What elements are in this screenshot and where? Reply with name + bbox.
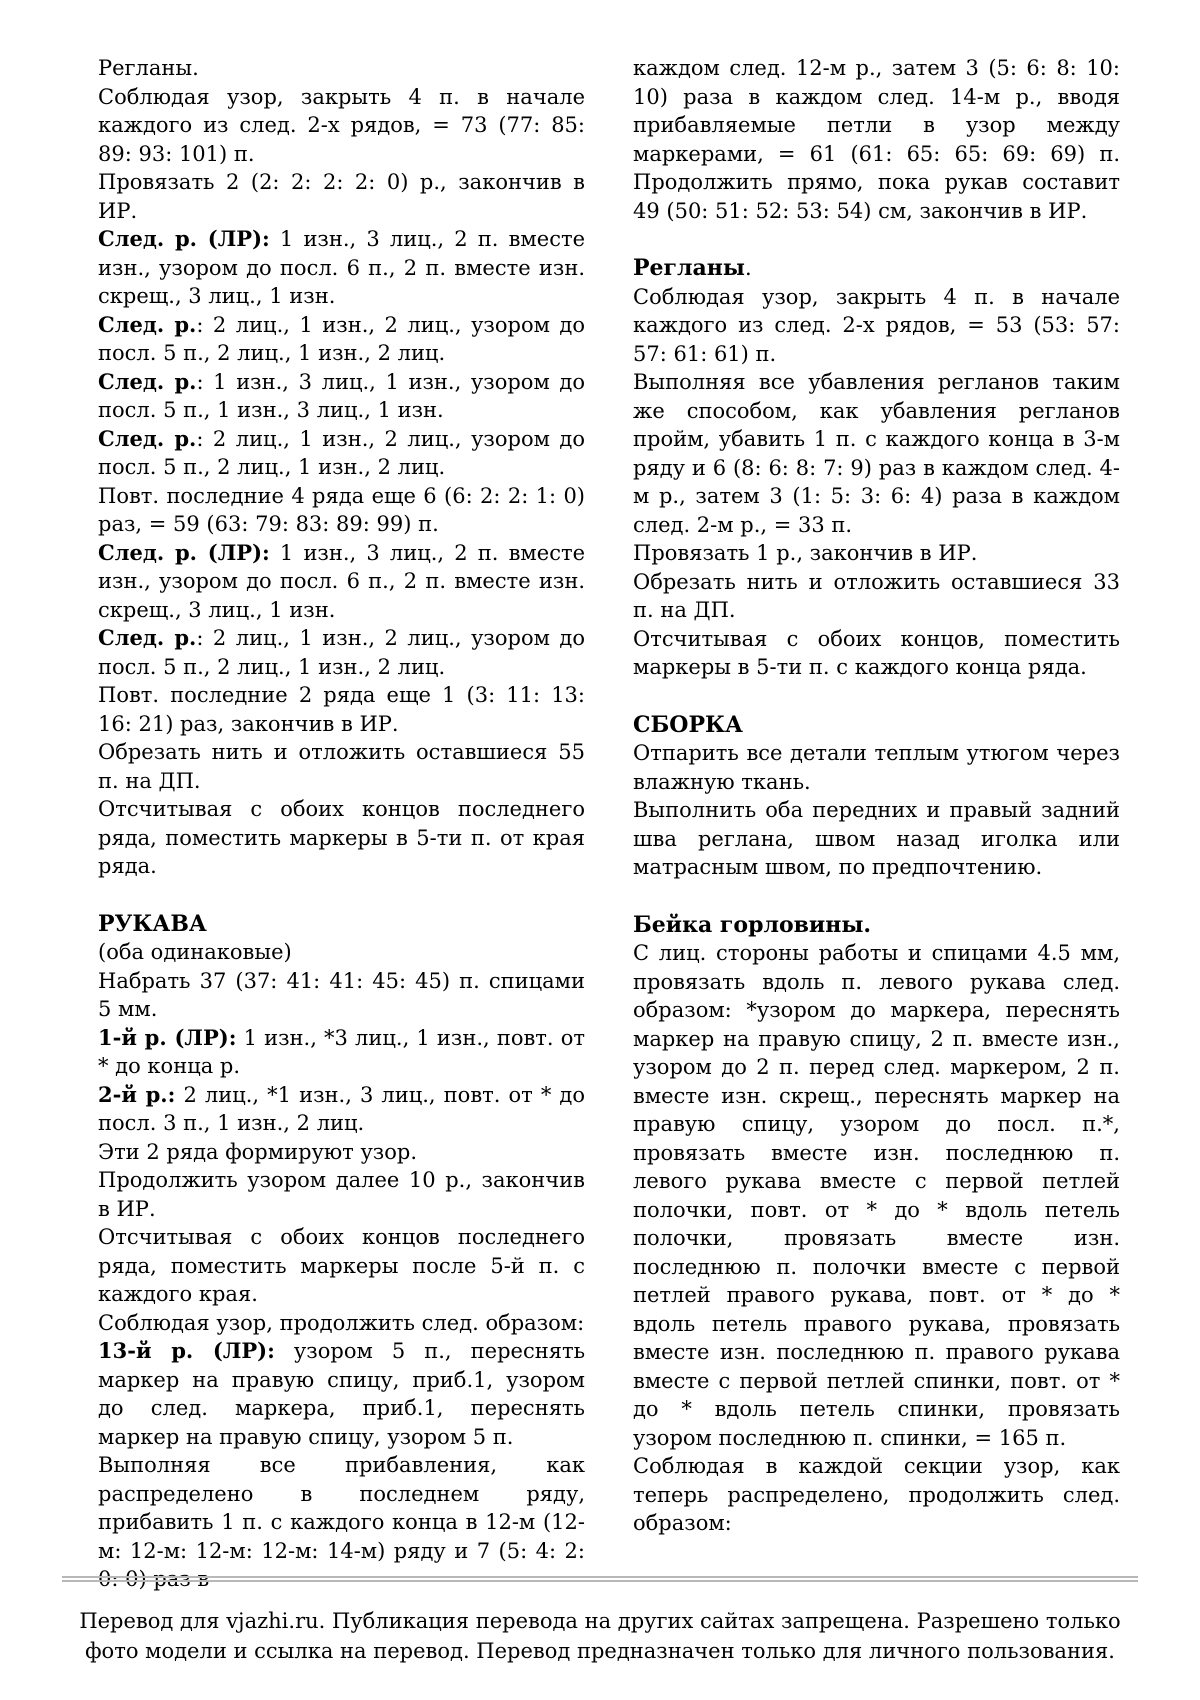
- section-heading: [98, 910, 585, 939]
- instruction-text: Регланы.: [98, 56, 199, 80]
- instruction-text: Провязать 2 (2: 2: 2: 2: 0) р., закончив в ИР.: [98, 170, 585, 223]
- instruction-paragraph: [98, 1166, 585, 1223]
- instruction-paragraph: [98, 225, 585, 311]
- instruction-text: : 2 лиц., 1 изн., 2 лиц., узором до посл. 5 п., 2 лиц., 1 изн., 2 лиц.: [98, 426, 585, 479]
- instruction-paragraph: [633, 568, 1120, 625]
- instruction-text: Повт. последние 4 ряда еще 6 (6: 2: 2: 1: 0) раз, = 59 (63: 79: 83: 89: 99) п.: [98, 483, 585, 536]
- instruction-paragraph: [98, 967, 585, 1024]
- instruction-text: Повт. последние 2 ряда еще 1 (3: 11: 13: 16: 21) раз, закончив в ИР.: [98, 683, 585, 736]
- instruction-text: Соблюдая узор, продолжить след. образом:: [98, 1310, 585, 1335]
- section-heading-text: СБОРКА: [633, 711, 743, 738]
- footer-line-1: Перевод для vjazhi.ru. Публикация перевода на других сайтах запрещена. Разрешено только: [79, 1609, 1121, 1633]
- footer-line-2: фото модели и ссылка на перевод. Перевод предназначен только для личного пользования.: [85, 1639, 1115, 1663]
- section-gap: [98, 881, 585, 910]
- right-column: [633, 54, 1120, 1538]
- left-column: [98, 54, 585, 1594]
- section-heading: [633, 254, 1120, 283]
- section-heading-text: Бейка горловины.: [633, 911, 872, 938]
- instruction-text: С лиц. стороны работы и спицами 4.5 мм, провязать вдоль п. левого рукава след. образом: *узором до маркера, переснять маркер на правую спицу, 2 п. вместе изн., узором до 2 п. перед след. маркером, 2 п. вместе изн. скрещ., переснять маркер на правую спицу, узором до посл. п.*, провязать вместе изн. последнюю п. левого рукава вместе с первой петлей полочки, повт. от * до * вдоль петель полочки, провязать вместе изн. последнюю п. полочки вместе с первой петлей правого рукава, повт. от * до * вдоль петель правого рукава, провязать вместе изн. последнюю п. правого рукава вместе с первой петлей спинки, повт. от * до * вдоль петель спинки, провязать узором последнюю п. спинки, = 165 п.: [633, 941, 1120, 1450]
- instruction-paragraph: [98, 681, 585, 738]
- instruction-text: 1 изн., *3 лиц., 1 изн., повт. от * до конца р.: [98, 1025, 585, 1078]
- instruction-text: Отсчитывая с обоих концов последнего ряда, поместить маркеры после 5-й п. с каждого края.: [98, 1225, 585, 1306]
- instruction-text: Выполняя все прибавления, как распределено в последнем ряду, прибавить 1 п. с каждого конца в 12-м (12-м: 12-м: 12-м: 12-м: 14-м) ряду и 7 (5: 4: 2: 0: 0) раз в: [98, 1453, 585, 1591]
- row-label: След. р. (ЛР):: [98, 539, 270, 565]
- section-heading: [633, 911, 1120, 940]
- instruction-paragraph: [633, 939, 1120, 1452]
- instruction-paragraph: [633, 796, 1120, 882]
- instruction-paragraph: [633, 739, 1120, 796]
- instruction-text: (оба одинаковые): [98, 940, 292, 964]
- instruction-paragraph: [98, 1337, 585, 1451]
- instruction-paragraph: [98, 1024, 585, 1081]
- instruction-paragraph: [98, 795, 585, 881]
- instruction-text: Соблюдая узор, закрыть 4 п. в начале каждого из след. 2-х рядов, = 73 (77: 85: 89: 93: 101) п.: [98, 84, 585, 166]
- instruction-paragraph: [98, 938, 585, 967]
- instruction-text: Набрать 37 (37: 41: 41: 45: 45) п. спицами 5 мм.: [98, 968, 585, 1021]
- instruction-text: Соблюдая узор, закрыть 4 п. в начале каждого из след. 2-х рядов, = 53 (53: 57: 57: 61: 61) п.: [633, 284, 1120, 366]
- row-label: 1-й р. (ЛР):: [98, 1024, 237, 1050]
- row-label: След. р.: [98, 368, 197, 394]
- instruction-text: каждом след. 12-м р., затем 3 (5: 6: 8: 10: 10) раза в каждом след. 14-м р., вводя прибавляемые петли в узор между маркерами, = 61 (61: 65: 65: 69: 69) п. Продолжить прямо, пока рукав составит 49 (50: 51: 52: 53: 54) см, закончив в ИР.: [633, 56, 1120, 223]
- instruction-paragraph: [98, 1223, 585, 1309]
- instruction-text: Обрезать нить и отложить оставшиеся 33 п. на ДП.: [633, 569, 1120, 622]
- instruction-paragraph: [633, 283, 1120, 369]
- instruction-text: : 2 лиц., 1 изн., 2 лиц., узором до посл. 5 п., 2 лиц., 1 изн., 2 лиц.: [98, 312, 585, 365]
- instruction-paragraph: [633, 539, 1120, 568]
- section-heading-tail: .: [744, 256, 752, 280]
- instruction-paragraph: [633, 1452, 1120, 1538]
- footer-separator: [62, 1573, 1138, 1585]
- footer-notice: [62, 1606, 1138, 1666]
- instruction-text: Выполнить оба передних и правый задний шва реглана, швом назад иголка или матрасным швом, по предпочтению.: [633, 798, 1120, 879]
- section-gap: [633, 882, 1120, 911]
- instruction-paragraph: [98, 1081, 585, 1138]
- instruction-paragraph: [98, 624, 585, 681]
- row-label: 13-й р. (ЛР):: [98, 1338, 275, 1363]
- instruction-paragraph: [633, 368, 1120, 539]
- instruction-text: Эти 2 ряда формируют узор.: [98, 1139, 418, 1164]
- instruction-paragraph: [98, 482, 585, 539]
- row-label: 2-й р.:: [98, 1081, 176, 1107]
- section-heading-text: Регланы: [633, 255, 745, 281]
- instruction-text: Обрезать нить и отложить оставшиеся 55 п. на ДП.: [98, 740, 585, 793]
- instruction-paragraph: [98, 1138, 585, 1167]
- instruction-text: Отсчитывая с обоих концов, поместить маркеры в 5-ти п. с каждого конца ряда.: [633, 626, 1120, 679]
- instruction-paragraph: [98, 1309, 585, 1338]
- instruction-paragraph: [98, 368, 585, 425]
- instruction-text: Отсчитывая с обоих концов последнего ряда, поместить маркеры в 5-ти п. от края ряда.: [98, 797, 585, 878]
- instruction-text: Продолжить узором далее 10 р., закончив в ИР.: [98, 1168, 585, 1221]
- instruction-paragraph: [98, 539, 585, 625]
- instruction-text: узором 5 п., переснять маркер на правую спицу, приб.1, узором до след. маркера, приб.1, переснять маркер на правую спицу, узором 5 п.: [98, 1339, 585, 1449]
- instruction-paragraph: [98, 83, 585, 169]
- instruction-text: Отпарить все детали теплым утюгом через влажную ткань.: [633, 741, 1120, 794]
- instruction-text: : 2 лиц., 1 изн., 2 лиц., узором до посл. 5 п., 2 лиц., 1 изн., 2 лиц.: [98, 626, 585, 679]
- instruction-paragraph: [98, 54, 585, 83]
- instruction-text: : 1 изн., 3 лиц., 1 изн., узором до посл. 5 п., 1 изн., 3 лиц., 1 изн.: [98, 369, 585, 422]
- instruction-text: 1 изн., 3 лиц., 2 п. вместе изн., узором до посл. 6 п., 2 п. вместе изн. скрещ., 3 лиц., 1 изн.: [98, 540, 585, 622]
- instruction-paragraph: [98, 168, 585, 225]
- row-label: След. р.: [98, 311, 197, 337]
- instruction-text: Выполняя все убавления регланов таким же способом, как убавления регланов пройм, убавить 1 п. с каждого конца в 3-м ряду и 6 (8: 6: 8: 7: 9) раз в каждом след. 4-м р., затем 3 (1: 5: 3: 6: 4) раза в каждом след. 2-м р., = 33 п.: [633, 370, 1120, 537]
- instruction-paragraph: [633, 54, 1120, 225]
- instruction-text: Соблюдая в каждой секции узор, как теперь распределено, продолжить след. образом:: [633, 1454, 1120, 1535]
- instruction-paragraph: [98, 311, 585, 368]
- row-label: След. р. (ЛР):: [98, 226, 270, 251]
- instruction-text: Провязать 1 р., закончив в ИР.: [633, 541, 978, 565]
- section-heading: [633, 711, 1120, 740]
- instruction-paragraph: [98, 738, 585, 795]
- instruction-paragraph: [633, 625, 1120, 682]
- section-gap: [633, 682, 1120, 711]
- row-label: След. р.: [98, 625, 197, 650]
- section-heading-text: РУКАВА: [98, 910, 207, 937]
- instruction-paragraph: [98, 425, 585, 482]
- instruction-text: 1 изн., 3 лиц., 2 п. вместе изн., узором до посл. 6 п., 2 п. вместе изн. скрещ., 3 лиц., 1 изн.: [98, 227, 585, 308]
- section-gap: [633, 225, 1120, 254]
- instruction-text: 2 лиц., *1 изн., 3 лиц., повт. от * до посл. 3 п., 1 изн., 2 лиц.: [98, 1082, 586, 1135]
- row-label: След. р.: [98, 425, 197, 451]
